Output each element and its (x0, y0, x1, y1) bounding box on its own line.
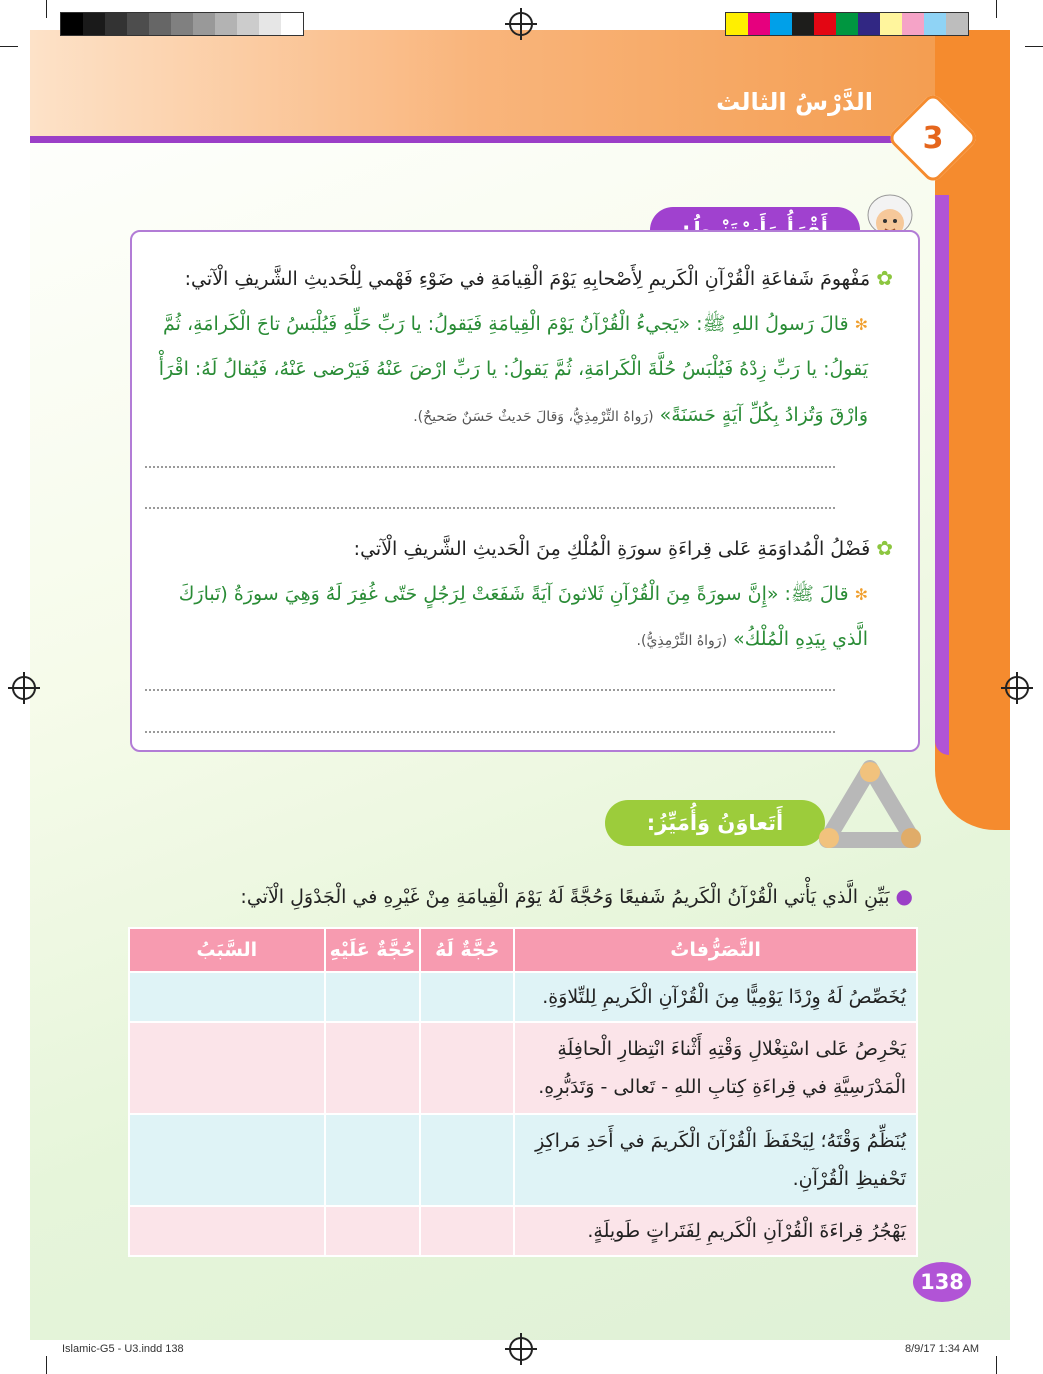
hadith-1-line-2: يَقولُ: يا رَبِّ زِدْهُ فَيُلْبَسُ حُلَّةَ الْكَرامَةِ، ثُمَّ يَقولُ: يا رَبِّ ارْضَ عَنْهُ فَيَرْضى عَنْهُ، فَيُقالُ لَهُ: اقْرَأْ (158, 358, 868, 380)
reason-cell[interactable] (129, 1114, 325, 1206)
table-prompt: ●بَيِّنِ الَّذي يَأْتي الْقُرْآنُ الْكَريمُ شَفيعًا وَحُجَّةً لَهُ يَوْمَ الْقِيامَةِ مِنْ غَيْرِهِ في الْجَدْوَلِ الْآتي: (240, 884, 913, 908)
flower-bullet-icon: ✿ (876, 266, 893, 290)
answer-line[interactable] (145, 731, 835, 733)
against-him-cell[interactable] (325, 1022, 421, 1114)
date-slug: 8/9/17 1:34 AM (905, 1343, 979, 1355)
answer-line[interactable] (145, 507, 835, 509)
hadith-1-line-1: ✻قالَ رَسولُ اللهِ ﷺ: «يَجيءُ الْقُرْآنُ يَوْمَ الْقِيامَةِ فَيَقولُ: يا رَبِّ حَلِّهِ فَيُلْبَسُ تاجَ الْكَرامَةِ، ثُمَّ (162, 313, 868, 335)
header-reason: السَّبَبُ (129, 928, 325, 972)
reason-cell[interactable] (129, 1206, 325, 1256)
behavior-cell: يَحْرِصُ عَلى اسْتِغْلالِ وَقْتِهِ أَثْناءَ انْتِظارِ الْحافِلَةِ الْمَدْرَسِيَّةِ في قِراءَةِ كِتابِ اللهِ - تَعالى - وَتَدَبُّرِهِ. (514, 1022, 917, 1114)
answer-line[interactable] (145, 689, 835, 691)
hadith-1-source: (رَواهُ التِّرْمِذِيُّ، وَقالَ حَديثٌ حَسَنٌ صَحيحٌ). (413, 409, 654, 425)
table-header-row (129, 928, 917, 972)
for-him-cell[interactable] (420, 1206, 514, 1256)
prompt-intercession: ✿مَفْهومَ شَفاعَةِ الْقُرْآنِ الْكَريمِ لِأَصْحابِهِ يَوْمَ الْقِيامَةِ في ضَوْءِ فَهْمي لِلْحَديثِ الشَّريفِ الْآتي: (184, 266, 893, 290)
registration-target-icon (509, 1337, 533, 1361)
hadith-1-line-3: وَارْقَ وَتُزادُ بِكُلِّ آيَةٍ حَسَنَةً» (رَواهُ التِّرْمِذِيُّ، وَقالَ حَديثٌ حَسَنٌ صَحيحٌ). (413, 404, 868, 426)
hadith-2-line-2: الَّذي بِيَدِهِ الْمُلْكُ» (رَواهُ التِّرْمِذِيُّ). (636, 628, 868, 650)
lesson-title: الدَّرْسُ الثالث (716, 88, 873, 116)
crop-mark (996, 0, 997, 18)
registration-target-icon (12, 676, 36, 700)
flower-bullet-icon: ✿ (876, 536, 893, 560)
against-him-cell[interactable] (325, 972, 421, 1022)
crop-mark (996, 1356, 997, 1374)
table-row (129, 1206, 917, 1256)
registration-target-icon (1005, 676, 1029, 700)
answer-line[interactable] (145, 466, 835, 468)
reason-cell[interactable] (129, 972, 325, 1022)
dot-bullet-icon: ● (895, 884, 913, 908)
behaviors-table (128, 927, 918, 1257)
for-him-cell[interactable] (420, 1114, 514, 1206)
behavior-cell: يَهْجُرُ قِراءَةَ الْقُرْآنِ الْكَريمِ لِفَتَراتٍ طَويلَةٍ. (514, 1206, 917, 1256)
crop-mark (1025, 46, 1043, 47)
behavior-cell: يُخَصِّصُ لَهُ وِرْدًا يَوْمِيًّا مِنَ الْقُرْآنِ الْكَريمِ لِلتِّلاوَةِ. (514, 972, 917, 1022)
lesson-number: 3 (922, 120, 944, 156)
reason-cell[interactable] (129, 1022, 325, 1114)
table-row (129, 972, 917, 1022)
page-number: 138 (913, 1262, 971, 1302)
star-bullet-icon: ✻ (854, 315, 868, 334)
header-against-him: حُجَّةٌ عَلَيْهِ (325, 928, 421, 972)
against-him-cell[interactable] (325, 1206, 421, 1256)
header-band (30, 30, 1010, 140)
table-row (129, 1114, 917, 1206)
behavior-cell: يُنَظِّمُ وَقْتَهُ؛ لِيَحْفَظَ الْقُرْآنَ الْكَريمَ في أَحَدِ مَراكِزِ تَحْفيظِ الْقُرْآنِ. (514, 1114, 917, 1206)
header-behaviors: التَّصَرُّفاتُ (514, 928, 917, 972)
header-for-him: حُجَّةٌ لَهُ (420, 928, 514, 972)
crop-mark (46, 0, 47, 18)
hadith-2-source: (رَواهُ التِّرْمِذِيُّ). (636, 633, 728, 649)
read-deduce-box (130, 230, 920, 752)
for-him-cell[interactable] (420, 972, 514, 1022)
header-rule (30, 136, 930, 143)
side-tab-accent (935, 195, 949, 755)
grayscale-registration-bar (60, 12, 304, 36)
crop-mark (0, 46, 18, 47)
prompt-surah-mulk: ✿فَضْلُ الْمُداوَمَةِ عَلى قِراءَةِ سورَةِ الْمُلْكِ مِنَ الْحَديثِ الشَّريفِ الْآتي: (353, 536, 893, 560)
section-title-cooperate-distinguish: أَتَعاوَنُ وَأُمَيِّزُ: (605, 800, 825, 846)
file-slug: Islamic-G5 - U3.indd 138 (62, 1343, 184, 1355)
star-bullet-icon: ✻ (854, 585, 868, 604)
registration-target-icon (509, 12, 533, 36)
against-him-cell[interactable] (325, 1114, 421, 1206)
for-him-cell[interactable] (420, 1022, 514, 1114)
table-row (129, 1022, 917, 1114)
joined-hands-icon (815, 760, 925, 855)
color-registration-bar (725, 12, 969, 36)
crop-mark (46, 1356, 47, 1374)
hadith-2-line-1: ✻قالَ ﷺ: «إِنَّ سورَةً مِنَ الْقُرْآنِ ثَلاثونَ آيَةً شَفَعَتْ لِرَجُلٍ حَتّى غُفِرَ لَهُ وَهِيَ سورَةُ (تَبارَكَ (178, 583, 868, 605)
